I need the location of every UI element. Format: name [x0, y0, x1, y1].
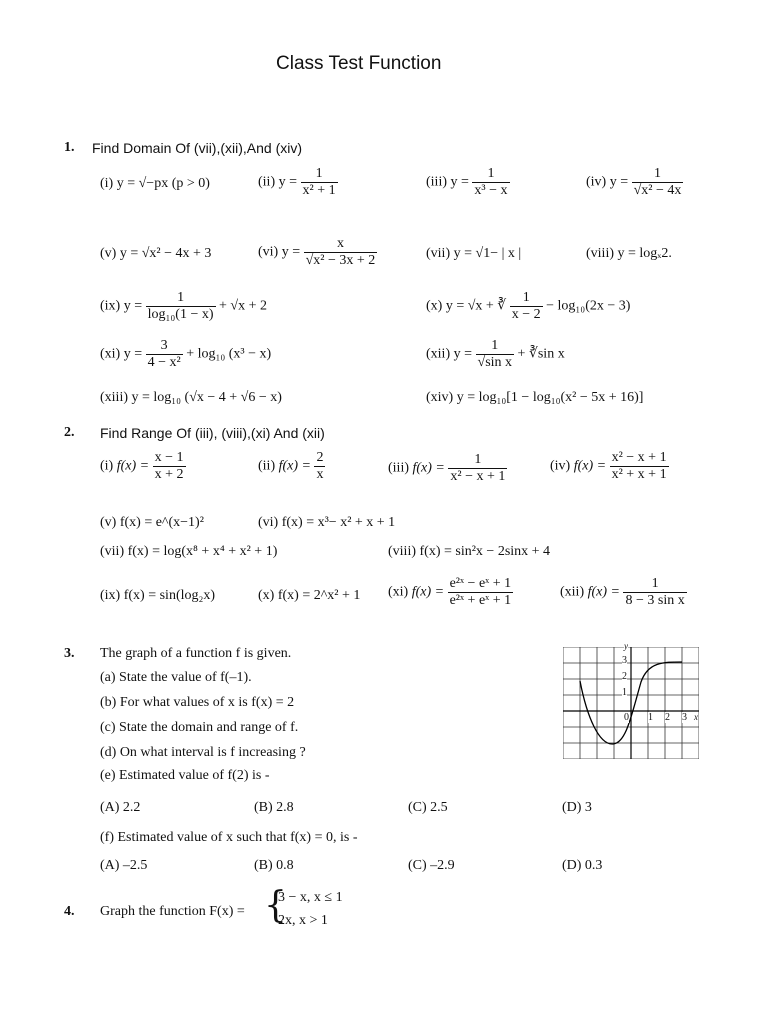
q1-item-xii: (xii) y = $\frac{1}{\text{√sin x}}$ + ∛sin x	[426, 338, 565, 370]
q2-item-xii: (xii) f(x) = $\frac{1}{\text{8 − 3 sin x}}$	[560, 576, 685, 608]
graph-x-tick-1: 1	[648, 712, 653, 723]
q3-option-f-b[interactable]: (B) 0.8	[254, 858, 294, 873]
q3-line-2: (b) For what values of x is f(x) = 2	[100, 695, 295, 710]
graph-y-tick-2: 2	[622, 671, 627, 682]
function-graph	[563, 647, 699, 759]
q1-item-ii: (ii) y = $\frac{1}{\text{x² + 1}}$	[258, 166, 336, 198]
question-number-1: 1.	[64, 140, 75, 155]
q3-option-e-b[interactable]: (B) 2.8	[254, 800, 294, 815]
q4-case-1: 3 − x, x ≤ 1	[278, 890, 343, 905]
q4-text: Graph the function F(x) =	[100, 904, 245, 919]
question-number-3: 3.	[64, 646, 75, 661]
q2-item-viii: (viii) f(x) = sin²x − 2sinx + 4	[388, 544, 551, 559]
q3-option-f-c[interactable]: (C) –2.9	[408, 858, 455, 873]
question-number-4: 4.	[64, 904, 75, 919]
q1-item-viii: (viii) y = logₓ2.	[586, 246, 672, 261]
graph-x-label: x	[694, 712, 698, 722]
q2-item-ii: (ii) f(x) = $\frac{2}{x}$	[258, 450, 324, 482]
q2-item-i: (i) f(x) = $\frac{x - 1}{x + 2}$	[100, 450, 184, 482]
question-1-heading: Find Domain Of (vii),(xii),And (xiv)	[92, 140, 303, 156]
q1-item-iv: (iv) y = $\frac{1}{\text{√x² − 4x}}$	[586, 166, 682, 198]
q3-option-f-d[interactable]: (D) 0.3	[562, 858, 603, 873]
graph-origin-label: 0	[624, 712, 629, 723]
q1-item-vii: (vii) y = √1− | x |	[426, 246, 522, 261]
q2-item-x: (x) f(x) = 2^x² + 1	[258, 588, 361, 603]
q2-item-xi: (xi) f(x) = $\frac{\text{e²ˣ − eˣ + 1}}{\text{e²ˣ + eˣ + 1}}$	[388, 576, 512, 608]
question-number-2: 2.	[64, 425, 75, 440]
q4-brace: {	[264, 885, 287, 926]
q3-line-0: The graph of a function f is given.	[100, 646, 292, 661]
q2-item-ix: (ix) f(x) = sin(log₂x)	[100, 588, 216, 603]
q1-item-iii: (iii) y = $\frac{1}{\text{x³ − x}}$	[426, 166, 508, 198]
q3-option-f-a[interactable]: (A) –2.5	[100, 858, 148, 873]
graph-x-tick-2: 2	[665, 712, 670, 723]
q3-line-4: (d) On what interval is f increasing ?	[100, 745, 306, 760]
q1-item-xiii: (xiii) y = log₁₀ (√x − 4 + √6 − x)	[100, 390, 282, 405]
q1-item-xiv: (xiv) y = log₁₀[1 − log₁₀(x² − 5x + 16)]	[426, 390, 644, 405]
q2-item-v: (v) f(x) = e^(x−1)²	[100, 515, 204, 530]
q3-line-1: (a) State the value of f(–1).	[100, 670, 252, 685]
graph-x-tick-3: 3	[682, 712, 687, 723]
q2-item-iv: (iv) f(x) = $\frac{\text{x² − x + 1}}{\text{x² + x + 1}}$	[550, 450, 667, 482]
question-2-heading: Find Range Of (iii), (viii),(xi) And (xii)	[100, 425, 325, 441]
q1-item-i: (i) y = √−px (p > 0)	[100, 176, 210, 191]
q3-option-e-c[interactable]: (C) 2.5	[408, 800, 448, 815]
q1-item-x: (x) y = √x + ∛ $\frac{1}{x - 2}$ − log₁₀(2x − 3)	[426, 290, 631, 322]
q2-item-iii: (iii) f(x) = $\frac{1}{\text{x² − x + 1}}$	[388, 452, 506, 484]
q4-case-2: 2x, x > 1	[278, 913, 328, 928]
graph-y-tick-1: 1	[622, 687, 627, 698]
q1-item-ix: (ix) y = $\frac{1}{\text{log₁₀(1 − x)}}$ + √x + 2	[100, 290, 267, 322]
q2-item-vii: (vii) f(x) = log(x⁸ + x⁴ + x² + 1)	[100, 544, 278, 559]
page-title: Class Test Function	[276, 53, 442, 74]
graph-y-label: y	[624, 641, 628, 651]
q3-option-e-d[interactable]: (D) 3	[562, 800, 592, 815]
q3-line-5: (e) Estimated value of f(2) is -	[100, 768, 270, 783]
graph-y-tick-3: 3	[622, 655, 627, 666]
q3-line-3: (c) State the domain and range of f.	[100, 720, 299, 735]
q1-item-v: (v) y = √x² − 4x + 3	[100, 246, 212, 261]
q3-option-e-a[interactable]: (A) 2.2	[100, 800, 141, 815]
q2-item-vi: (vi) f(x) = x³− x² + x + 1	[258, 515, 396, 530]
q1-item-vi: (vi) y = $\frac{x}{\text{√x² − 3x + 2}}$	[258, 236, 376, 268]
q3-part-f: (f) Estimated value of x such that f(x) = 0, is -	[100, 830, 358, 845]
q1-item-xi: (xi) y = $\frac{3}{\text{4 − x²}}$ + log₁₀ (x³ − x)	[100, 338, 272, 370]
